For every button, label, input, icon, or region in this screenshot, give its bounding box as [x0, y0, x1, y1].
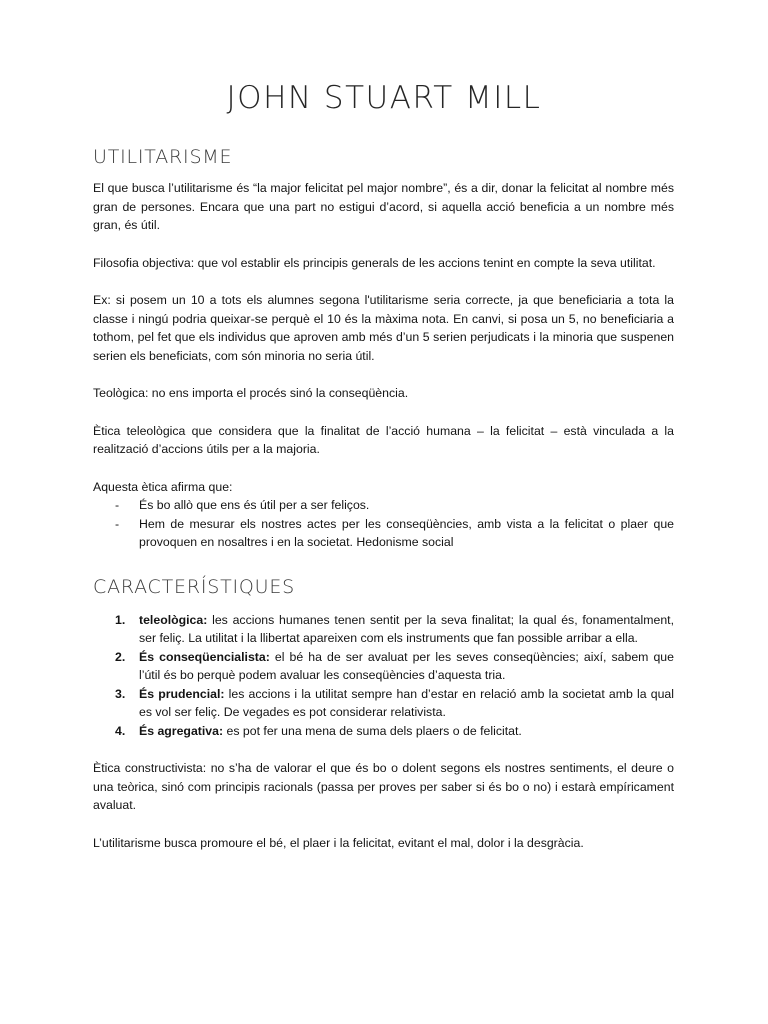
list-item-text: Hem de mesurar els nostres actes per les conseqüències, amb vista a la felicitat o plaer que provoquen en nosaltres i en la societat. Hedonisme social	[139, 516, 674, 549]
list-number: 1.	[115, 612, 126, 627]
paragraph-aquesta-etica: Aquesta ètica afirma que:	[93, 479, 233, 494]
list-item-text: el bé ha de ser avaluat per les seves conseqüències; així, sabem que l’útil és bo perquè podem avaluar les conseqüències d’aquesta tria.	[139, 649, 674, 682]
section-heading-utilitarisme: UTILITARISME	[93, 146, 233, 168]
paragraph-definition: El que busca l’utilitarisme és “la major felicitat pel major nombre”, és a dir, donar la felicitat al nombre més gran de persones. Encara que una part no estigui d’acord, si aquella acció beneficia a un nombre més gran, és útil.	[93, 181, 674, 232]
list-number: 2.	[115, 649, 126, 664]
list-item-text: les accions i la utilitat sempre han d’estar en relació amb la societat amb la qual es vol ser feliç. De vegades es pot considerar relativista.	[139, 686, 675, 719]
list-item-text: les accions humanes tenen sentit per la seva finalitat; la qual és, fonamentalment, ser feliç. La utilitat i la llibertat apareixen com els instruments que fan possible arribar a ella.	[139, 612, 674, 645]
list-item-text: es pot fer una mena de suma dels plaers o de felicitat.	[223, 723, 522, 738]
paragraph-conclusion: L’utilitarisme busca promoure el bé, el plaer i la felicitat, evitant el mal, dolor i la desgràcia.	[93, 835, 584, 850]
paragraph-teologica: Teològica: no ens importa el procés sinó la conseqüència.	[93, 386, 409, 400]
list-item	[115, 648, 674, 685]
bullet-list	[93, 496, 674, 552]
list-item	[115, 496, 674, 515]
list-item	[115, 611, 674, 648]
paragraph-etica-constructivista: Ètica constructivista: no s’ha de valorar el que és bo o dolent segons els nostres sentiments, el deure o una teòrica, sinó com principis racionals (passa per proves per saber si és bo o no) i estarà empíricament avaluat.	[93, 761, 674, 812]
document-title: JOHN STUART MILL	[226, 80, 542, 116]
list-item	[115, 722, 674, 741]
dash-bullet: -	[115, 498, 120, 512]
list-number: 4.	[115, 723, 126, 738]
section-heading-caracteristiques: CARACTERÍSTIQUES	[93, 575, 296, 598]
paragraph-etica-teleologica: Ètica teleològica que considera que la finalitat de l’acció humana – la felicitat – està vinculada a la realització d’accions útils per a la majoria.	[93, 423, 674, 456]
list-item-term: És conseqüencialista:	[139, 649, 270, 664]
list-number: 3.	[115, 686, 126, 701]
dash-bullet: -	[115, 516, 120, 531]
numbered-list	[93, 611, 674, 741]
list-item-term: És agregativa:	[139, 723, 224, 738]
paragraph-filosofia-objectiva: Filosofia objectiva: que vol establir els principis generals de les accions tenint en compte la seva utilitat.	[93, 255, 656, 270]
list-item	[115, 685, 675, 722]
list-item-term: teleològica:	[139, 612, 208, 627]
paragraph-example: Ex: si posem un 10 a tots els alumnes segona l'utilitarisme seria correcte, ja que beneficiaria a tota la classe i ningú podria queixar-se perquè el 10 és la màxima nota. En canvi, si posa un 5, no beneficiaria a tothom, pel fet que els individus que aproven amb més d’un 5 serien perjudicats i la minoria que suspenen serien els beneficiats, com són minoria no seria útil.	[93, 293, 674, 363]
list-item-text: És bo allò que ens és útil per a ser feliços.	[139, 498, 370, 512]
document-body	[93, 142, 674, 871]
list-item	[115, 515, 674, 552]
list-item-term: És prudencial:	[139, 686, 225, 701]
